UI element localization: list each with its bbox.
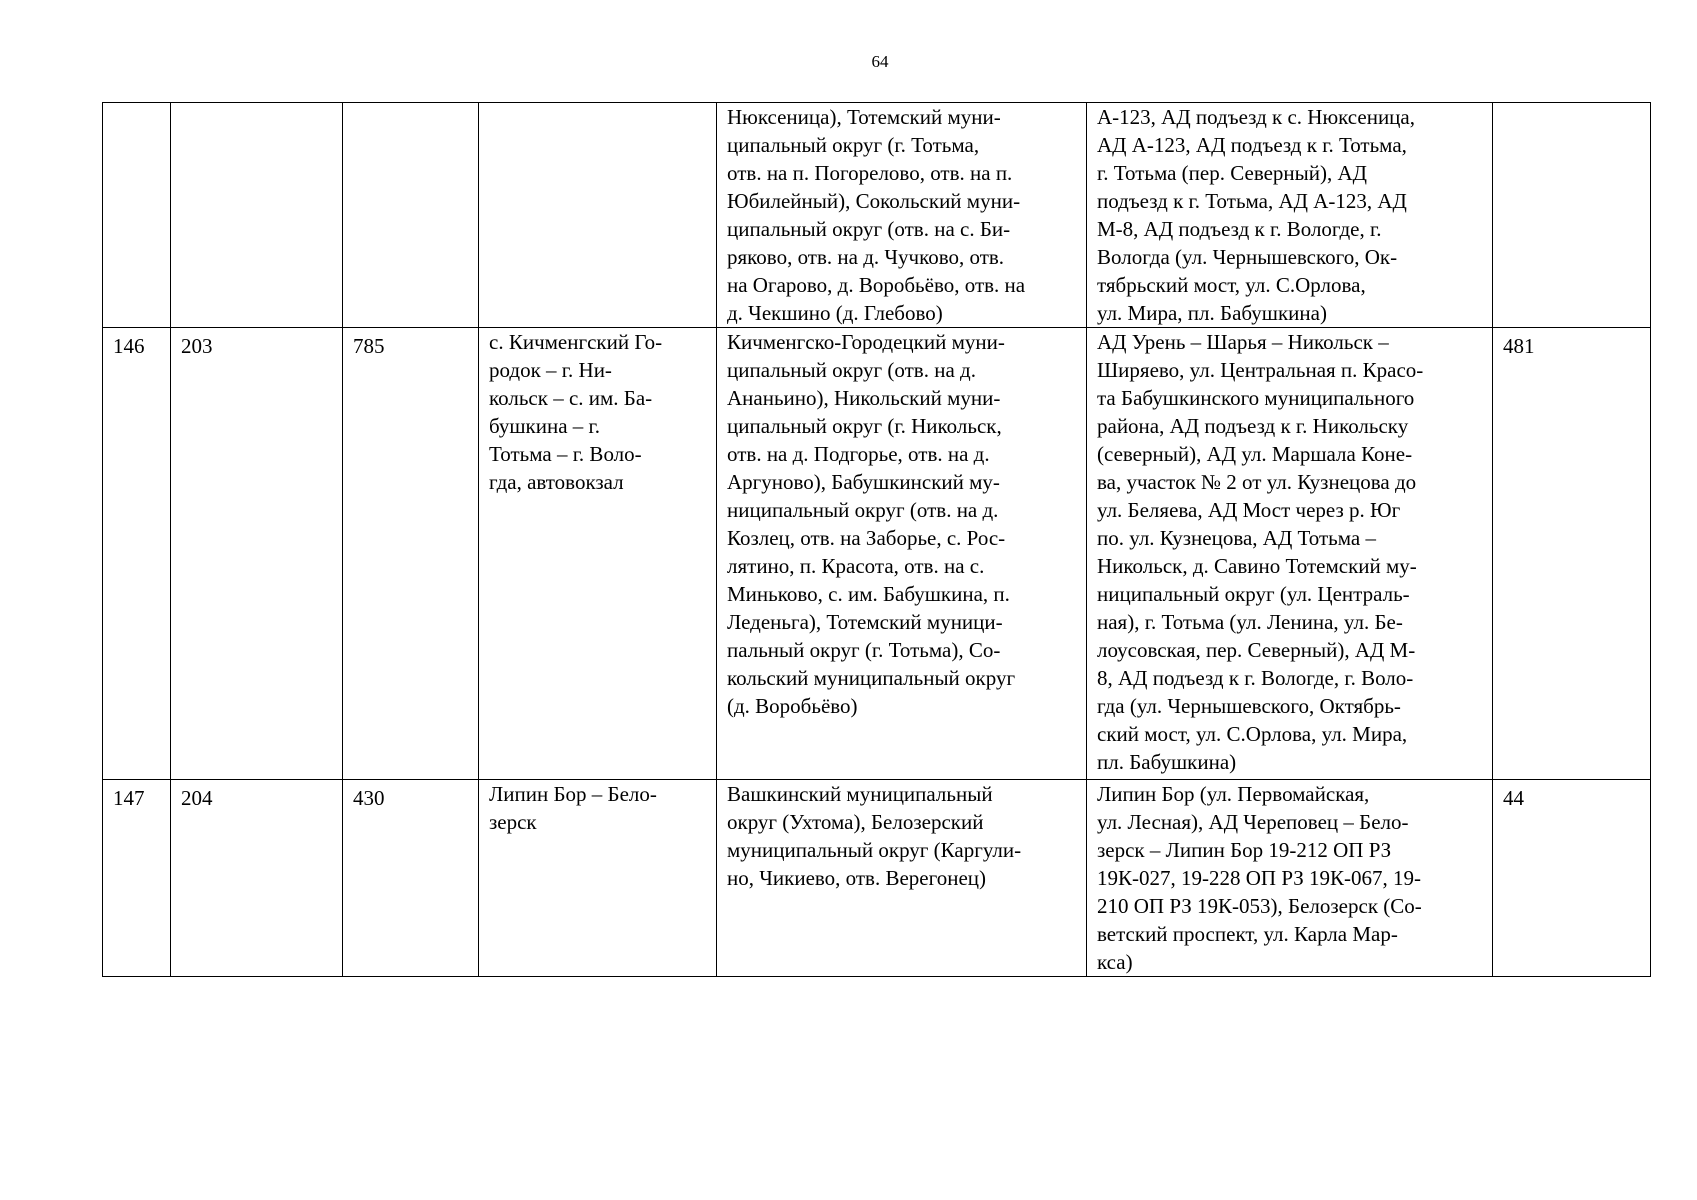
cell-register-number <box>343 103 479 328</box>
cell-route-name: с. Кичменгский Го- родок – г. Ни- кольск – с. им. Ба- бушкина – г. Тотьма – г. Воло- гда, автовокзал <box>479 328 717 780</box>
cell-length: 44 <box>1493 780 1651 977</box>
cell-route-number: 204 <box>171 780 343 977</box>
cell-roads: АД Урень – Шарья – Никольск – Ширяево, ул. Центральная п. Красо- та Бабушкинского муниципального района, АД подъезд к г. Никольску (северный), АД ул. Маршала Коне- ва, участок № 2 от ул. Кузнецова до ул. Беляева, АД Мост через р. Юг по. ул. Кузнецова, АД Тотьма – Никольск, д. Савино Тотемский му- ниципальный округ (ул. Централь- ная), г. Тотьма (ул. Ленина, ул. Бе- лоусовская, пер. Северный), АД М- 8, АД подъезд к г. Вологде, г. Воло- гда (ул. Чернышевского, Октябрь- ский мост, ул. С.Орлова, ул. Мира, пл. Бабушкина) <box>1087 328 1493 780</box>
cell-length <box>1493 103 1651 328</box>
cell-index: 146 <box>103 328 171 780</box>
cell-stops: Нюксеница), Тотемский муни- ципальный округ (г. Тотьма, отв. на п. Погорелово, отв. на п. Юбилейный), Сокольский муни- ципальный округ (отв. на с. Би- ряково, отв. на д. Чучково, отв. на Огарово, д. Воробьёво, отв. на д. Чекшино (д. Глебово) <box>717 103 1087 328</box>
cell-stops: Кичменгско-Городецкий муни- ципальный округ (отв. на д. Ананьино), Никольский муни- ципальный округ (г. Никольск, отв. на д. Подгорье, отв. на д. Аргуново), Бабушкинский му- ниципальный округ (отв. на д. Козлец, отв. на Заборье, с. Рос- лятино, п. Красота, отв. на с. Миньково, с. им. Бабушкина, п. Леденьга), Тотемский муници- пальный округ (г. Тотьма), Со- кольский муниципальный округ (д. Воробьёво) <box>717 328 1087 780</box>
cell-index <box>103 103 171 328</box>
cell-route-name <box>479 103 717 328</box>
table-row <box>103 780 1651 977</box>
cell-register-number: 430 <box>343 780 479 977</box>
cell-roads: А-123, АД подъезд к с. Нюксеница, АД А-123, АД подъезд к г. Тотьма, г. Тотьма (пер. Северный), АД подъезд к г. Тотьма, АД А-123, АД М-8, АД подъезд к г. Вологде, г. Вологда (ул. Чернышевского, Ок- тябрьский мост, ул. С.Орлова, ул. Мира, пл. Бабушкина) <box>1087 103 1493 328</box>
cell-index: 147 <box>103 780 171 977</box>
cell-route-name: Липин Бор – Бело- зерск <box>479 780 717 977</box>
table-row <box>103 328 1651 780</box>
cell-stops: Вашкинский муниципальный округ (Ухтома), Белозерский муниципальный округ (Каргули- но, Чикиево, отв. Верегонец) <box>717 780 1087 977</box>
cell-route-number: 203 <box>171 328 343 780</box>
page-number: 64 <box>871 52 889 71</box>
table-row <box>103 103 1651 328</box>
cell-roads: Липин Бор (ул. Первомайская, ул. Лесная), АД Череповец – Бело- зерск – Липин Бор 19-212 ОП РЗ 19К-027, 19-228 ОП РЗ 19К-067, 19- 210 ОП РЗ 19К-053), Белозерск (Со- ветский проспект, ул. Карла Мар- кса) <box>1087 780 1493 977</box>
cell-length: 481 <box>1493 328 1651 780</box>
cell-route-number <box>171 103 343 328</box>
routes-table <box>102 102 1651 977</box>
cell-register-number: 785 <box>343 328 479 780</box>
